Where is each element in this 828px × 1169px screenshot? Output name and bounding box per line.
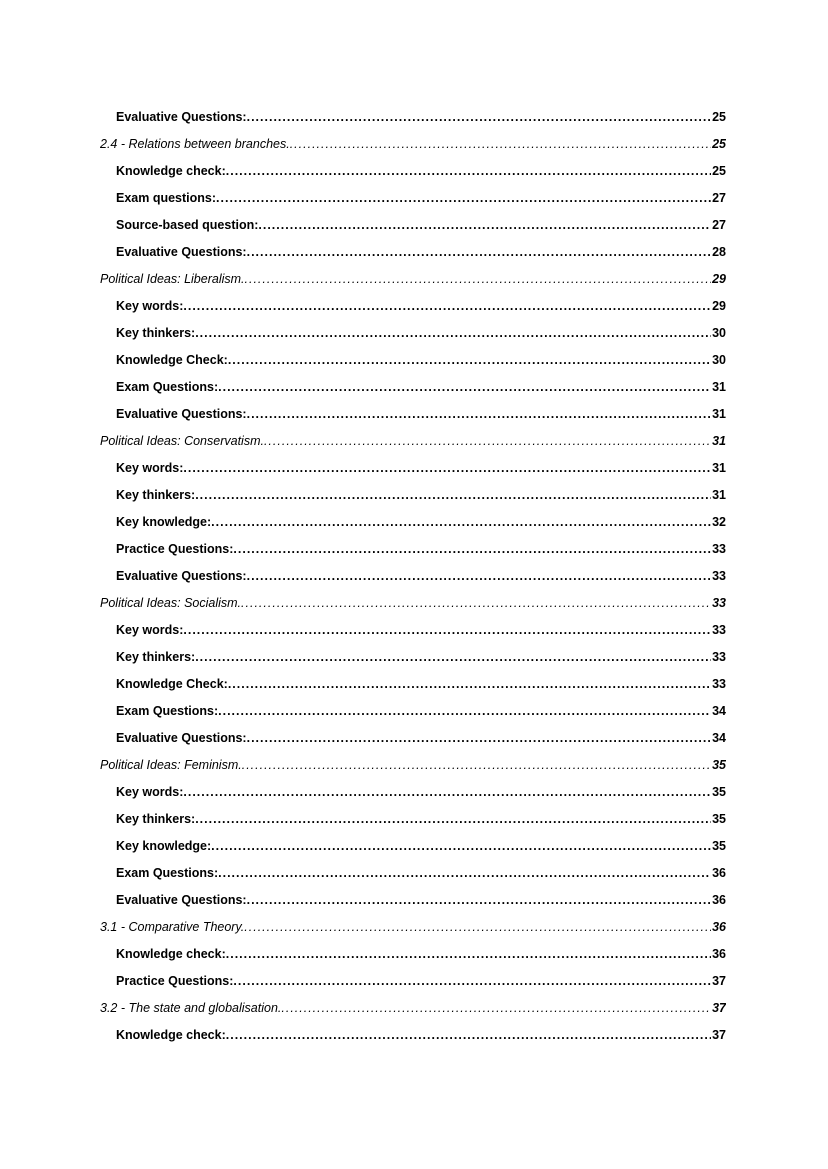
toc-dot-leader: [211, 833, 711, 860]
toc-page-number: 29: [712, 299, 726, 313]
toc-page-number: 25: [712, 110, 726, 124]
toc-dot-leader: [226, 158, 711, 185]
toc-subsection-entry[interactable]: [100, 347, 726, 374]
toc-page-number: 36: [712, 947, 726, 961]
toc-dot-leader: [183, 617, 711, 644]
toc-subsection-entry[interactable]: [100, 401, 726, 428]
toc-dot-leader: [242, 752, 711, 779]
toc-subsection-entry[interactable]: [100, 941, 726, 968]
toc-subsection-entry[interactable]: [100, 779, 726, 806]
toc-page-number: 31: [712, 461, 726, 475]
toc-dot-leader: [281, 995, 711, 1022]
toc-subsection-entry[interactable]: [100, 212, 726, 239]
toc-page-number: 37: [712, 974, 726, 988]
toc-entry-title: Key thinkers:: [116, 650, 196, 664]
toc-page-number: 31: [712, 434, 726, 448]
toc-page-number: 35: [712, 785, 726, 799]
toc-dot-leader: [183, 293, 711, 320]
toc-page-number: 30: [712, 353, 726, 367]
toc-subsection-entry[interactable]: [100, 833, 726, 860]
toc-entry-title: Key words:: [116, 299, 184, 313]
toc-entry-title: Knowledge Check:: [116, 353, 228, 367]
toc-entry-title: Key words:: [116, 461, 184, 475]
toc-section-entry[interactable]: [100, 131, 726, 158]
toc-entry-title: Knowledge check:: [116, 1028, 226, 1042]
toc-dot-leader: [233, 968, 711, 995]
toc-subsection-entry[interactable]: [100, 806, 726, 833]
toc-section-entry[interactable]: [100, 995, 726, 1022]
toc-subsection-entry[interactable]: [100, 509, 726, 536]
toc-entry-title: Knowledge Check:: [116, 677, 228, 691]
toc-page-number: 35: [712, 758, 726, 772]
toc-subsection-entry[interactable]: [100, 185, 726, 212]
toc-entry-title: Political Ideas: Socialism.: [100, 596, 242, 610]
toc-subsection-entry[interactable]: [100, 968, 726, 995]
toc-dot-leader: [183, 779, 711, 806]
toc-page-number: 31: [712, 407, 726, 421]
toc-page-number: 35: [712, 812, 726, 826]
toc-entry-title: Key knowledge:: [116, 839, 212, 853]
toc-page-number: 34: [712, 704, 726, 718]
toc-page-number: 35: [712, 839, 726, 853]
toc-subsection-entry[interactable]: [100, 698, 726, 725]
toc-dot-leader: [195, 482, 711, 509]
toc-dot-leader: [195, 644, 711, 671]
toc-entry-title: Knowledge check:: [116, 947, 226, 961]
toc-page-number: 33: [712, 623, 726, 637]
toc-dot-leader: [218, 698, 711, 725]
toc-page-number: 25: [712, 164, 726, 178]
toc-dot-leader: [226, 941, 711, 968]
toc-dot-leader: [247, 563, 711, 590]
toc-page-number: 33: [712, 650, 726, 664]
toc-subsection-entry[interactable]: [100, 293, 726, 320]
toc-dot-leader: [247, 239, 711, 266]
toc-section-entry[interactable]: [100, 590, 726, 617]
toc-entry-title: Key thinkers:: [116, 812, 196, 826]
toc-entry-title: Evaluative Questions:: [116, 569, 247, 583]
toc-page-number: 36: [712, 866, 726, 880]
toc-page-number: 29: [712, 272, 726, 286]
toc-subsection-entry[interactable]: [100, 455, 726, 482]
toc-entry-title: Practice Questions:: [116, 542, 234, 556]
toc-page-number: 31: [712, 488, 726, 502]
toc-entry-title: Key words:: [116, 785, 184, 799]
toc-entry-title: Key thinkers:: [116, 488, 196, 502]
toc-dot-leader: [226, 1022, 711, 1049]
toc-page-number: 25: [712, 137, 726, 151]
toc-dot-leader: [211, 509, 711, 536]
toc-entry-title: Key thinkers:: [116, 326, 196, 340]
toc-page-number: 27: [712, 191, 726, 205]
toc-entry-title: 2.4 - Relations between branches.: [100, 137, 290, 151]
toc-entry-title: Evaluative Questions:: [116, 245, 247, 259]
toc-page-number: 34: [712, 731, 726, 745]
toc-dot-leader: [264, 428, 711, 455]
toc-subsection-entry[interactable]: [100, 860, 726, 887]
toc-entry-title: Exam questions:: [116, 191, 217, 205]
toc-entry-title: Key knowledge:: [116, 515, 212, 529]
toc-dot-leader: [218, 860, 711, 887]
toc-page-number: 33: [712, 542, 726, 556]
toc-dot-leader: [233, 536, 711, 563]
toc-dot-leader: [247, 887, 711, 914]
toc-dot-leader: [247, 104, 711, 131]
toc-page-number: 31: [712, 380, 726, 394]
toc-dot-leader: [247, 725, 711, 752]
toc-dot-leader: [244, 914, 711, 941]
toc-dot-leader: [228, 671, 711, 698]
toc-dot-leader: [245, 266, 712, 293]
toc-page-number: 33: [712, 677, 726, 691]
toc-subsection-entry[interactable]: [100, 158, 726, 185]
toc-subsection-entry[interactable]: [100, 617, 726, 644]
toc-dot-leader: [258, 212, 711, 239]
toc-dot-leader: [218, 374, 711, 401]
toc-entry-title: Evaluative Questions:: [116, 407, 247, 421]
toc-subsection-entry[interactable]: [100, 725, 726, 752]
toc-dot-leader: [241, 590, 711, 617]
toc-entry-title: Evaluative Questions:: [116, 893, 247, 907]
toc-dot-leader: [290, 131, 711, 158]
toc-entry-title: Key words:: [116, 623, 184, 637]
toc-section-entry[interactable]: [100, 914, 726, 941]
toc-dot-leader: [228, 347, 711, 374]
toc-subsection-entry[interactable]: [100, 374, 726, 401]
toc-subsection-entry[interactable]: [100, 482, 726, 509]
toc-entry-title: 3.2 - The state and globalisation.: [100, 1001, 282, 1015]
toc-page-number: 33: [712, 569, 726, 583]
toc-page-number: 30: [712, 326, 726, 340]
toc-dot-leader: [247, 401, 711, 428]
toc-subsection-entry[interactable]: [100, 239, 726, 266]
toc-entry-title: Political Ideas: Feminism.: [100, 758, 242, 772]
toc-page-number: 27: [712, 218, 726, 232]
toc-section-entry[interactable]: [100, 428, 726, 455]
toc-page-number: 32: [712, 515, 726, 529]
toc-subsection-entry[interactable]: [100, 644, 726, 671]
toc-section-entry[interactable]: [100, 266, 726, 293]
toc-page-number: 28: [712, 245, 726, 259]
table-of-contents: [100, 104, 726, 1049]
toc-section-entry[interactable]: [100, 752, 726, 779]
toc-entry-title: 3.1 - Comparative Theory.: [100, 920, 245, 934]
toc-subsection-entry[interactable]: [100, 671, 726, 698]
toc-page-number: 37: [712, 1001, 726, 1015]
toc-subsection-entry[interactable]: [100, 104, 726, 131]
toc-subsection-entry[interactable]: [100, 320, 726, 347]
toc-dot-leader: [183, 455, 711, 482]
toc-subsection-entry[interactable]: [100, 1022, 726, 1049]
toc-page-number: 36: [712, 920, 726, 934]
toc-entry-title: Exam Questions:: [116, 704, 219, 718]
toc-dot-leader: [216, 185, 711, 212]
toc-dot-leader: [195, 806, 711, 833]
toc-entry-title: Exam Questions:: [116, 380, 219, 394]
toc-entry-title: Practice Questions:: [116, 974, 234, 988]
toc-page-number: 36: [712, 893, 726, 907]
toc-entry-title: Source-based question:: [116, 218, 259, 232]
toc-subsection-entry[interactable]: [100, 563, 726, 590]
toc-entry-title: Political Ideas: Liberalism.: [100, 272, 245, 286]
toc-subsection-entry[interactable]: [100, 887, 726, 914]
toc-subsection-entry[interactable]: [100, 536, 726, 563]
toc-entry-title: Evaluative Questions:: [116, 110, 247, 124]
toc-entry-title: Exam Questions:: [116, 866, 219, 880]
toc-page-number: 33: [712, 596, 726, 610]
toc-dot-leader: [195, 320, 711, 347]
toc-entry-title: Political Ideas: Conservatism.: [100, 434, 264, 448]
toc-entry-title: Knowledge check:: [116, 164, 226, 178]
toc-page-number: 37: [712, 1028, 726, 1042]
toc-entry-title: Evaluative Questions:: [116, 731, 247, 745]
